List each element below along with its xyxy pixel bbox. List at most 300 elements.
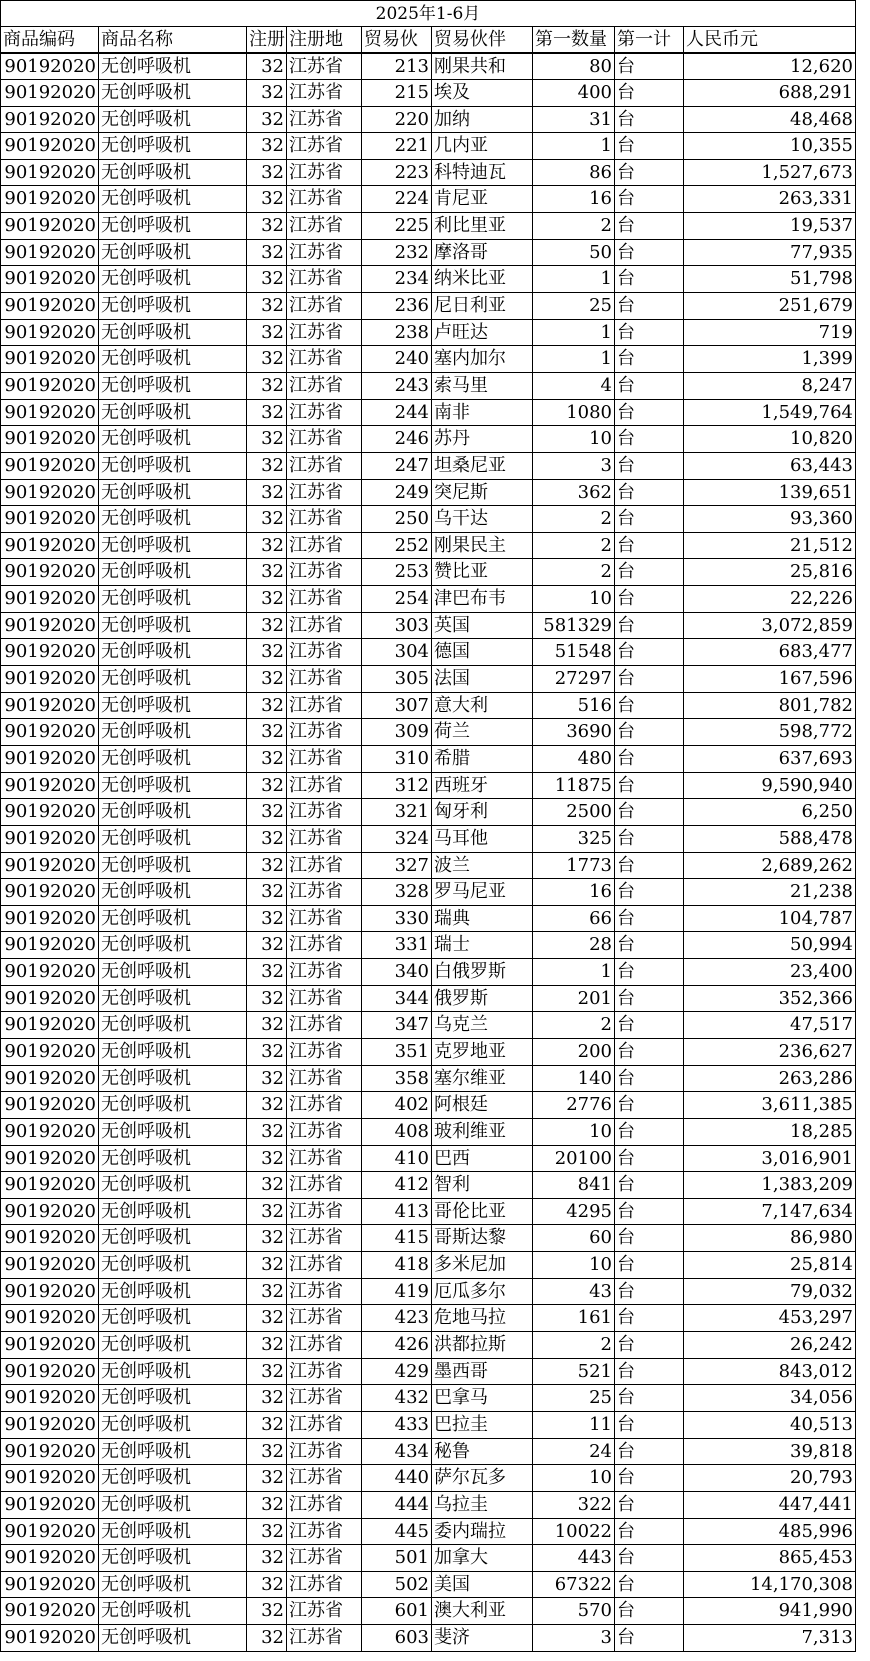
cell-commodity-name[interactable]: 无创呼吸机 xyxy=(99,799,247,825)
cell-reg-code[interactable]: 32 xyxy=(247,906,287,932)
cell-partner-name[interactable]: 乌克兰 xyxy=(432,1012,533,1038)
cell-first-quantity[interactable]: 43 xyxy=(533,1279,615,1305)
cell-partner-code[interactable]: 303 xyxy=(362,613,432,639)
cell-rmb-amount[interactable]: 25,814 xyxy=(684,1252,856,1278)
cell-reg-place[interactable]: 江苏省 xyxy=(287,799,362,825)
cell-partner-name[interactable]: 萨尔瓦多 xyxy=(432,1465,533,1491)
cell-reg-place[interactable]: 江苏省 xyxy=(287,346,362,372)
cell-first-unit[interactable]: 台 xyxy=(615,1332,684,1358)
cell-rmb-amount[interactable]: 251,679 xyxy=(684,293,856,319)
cell-reg-code[interactable]: 32 xyxy=(247,1332,287,1358)
cell-partner-code[interactable]: 243 xyxy=(362,373,432,399)
cell-partner-code[interactable]: 223 xyxy=(362,160,432,186)
cell-commodity-name[interactable]: 无创呼吸机 xyxy=(99,1252,247,1278)
cell-commodity-code[interactable]: 90192020 xyxy=(0,1412,99,1438)
header-commodity-name[interactable]: 商品名称 xyxy=(99,27,247,53)
cell-partner-code[interactable]: 344 xyxy=(362,986,432,1012)
cell-first-unit[interactable]: 台 xyxy=(615,240,684,266)
cell-first-unit[interactable]: 台 xyxy=(615,1465,684,1491)
cell-commodity-name[interactable]: 无创呼吸机 xyxy=(99,826,247,852)
cell-commodity-code[interactable]: 90192020 xyxy=(0,293,99,319)
cell-commodity-code[interactable]: 90192020 xyxy=(0,1625,99,1651)
cell-first-quantity[interactable]: 1080 xyxy=(533,400,615,426)
cell-reg-code[interactable]: 32 xyxy=(247,746,287,772)
cell-partner-code[interactable]: 309 xyxy=(362,719,432,745)
cell-reg-code[interactable]: 32 xyxy=(247,1598,287,1624)
cell-reg-code[interactable]: 32 xyxy=(247,666,287,692)
cell-first-quantity[interactable]: 1 xyxy=(533,133,615,159)
cell-reg-place[interactable]: 江苏省 xyxy=(287,1012,362,1038)
cell-partner-name[interactable]: 塞内加尔 xyxy=(432,346,533,372)
cell-commodity-code[interactable]: 90192020 xyxy=(0,906,99,932)
cell-partner-code[interactable]: 444 xyxy=(362,1492,432,1518)
cell-commodity-code[interactable]: 90192020 xyxy=(0,1359,99,1385)
cell-partner-code[interactable]: 440 xyxy=(362,1465,432,1491)
cell-rmb-amount[interactable]: 79,032 xyxy=(684,1279,856,1305)
cell-partner-code[interactable]: 408 xyxy=(362,1119,432,1145)
cell-first-unit[interactable]: 台 xyxy=(615,1385,684,1411)
cell-reg-code[interactable]: 32 xyxy=(247,853,287,879)
cell-reg-code[interactable]: 32 xyxy=(247,133,287,159)
cell-first-unit[interactable]: 台 xyxy=(615,1039,684,1065)
cell-commodity-name[interactable]: 无创呼吸机 xyxy=(99,186,247,212)
cell-commodity-code[interactable]: 90192020 xyxy=(0,666,99,692)
cell-partner-code[interactable]: 347 xyxy=(362,1012,432,1038)
cell-reg-place[interactable]: 江苏省 xyxy=(287,746,362,772)
cell-reg-place[interactable]: 江苏省 xyxy=(287,1039,362,1065)
cell-first-unit[interactable]: 台 xyxy=(615,160,684,186)
cell-reg-code[interactable]: 32 xyxy=(247,1545,287,1571)
cell-reg-code[interactable]: 32 xyxy=(247,213,287,239)
cell-commodity-code[interactable]: 90192020 xyxy=(0,320,99,346)
cell-first-quantity[interactable]: 480 xyxy=(533,746,615,772)
cell-commodity-code[interactable]: 90192020 xyxy=(0,932,99,958)
cell-first-quantity[interactable]: 1 xyxy=(533,266,615,292)
cell-rmb-amount[interactable]: 47,517 xyxy=(684,1012,856,1038)
cell-commodity-code[interactable]: 90192020 xyxy=(0,613,99,639)
cell-commodity-code[interactable]: 90192020 xyxy=(0,879,99,905)
cell-first-unit[interactable]: 台 xyxy=(615,346,684,372)
cell-commodity-code[interactable]: 90192020 xyxy=(0,1225,99,1251)
cell-rmb-amount[interactable]: 1,383,209 xyxy=(684,1172,856,1198)
cell-commodity-name[interactable]: 无创呼吸机 xyxy=(99,1012,247,1038)
cell-first-unit[interactable]: 台 xyxy=(615,400,684,426)
cell-first-unit[interactable]: 台 xyxy=(615,1066,684,1092)
cell-partner-name[interactable]: 科特迪瓦 xyxy=(432,160,533,186)
cell-commodity-code[interactable]: 90192020 xyxy=(0,559,99,585)
cell-commodity-code[interactable]: 90192020 xyxy=(0,1199,99,1225)
cell-partner-name[interactable]: 突尼斯 xyxy=(432,480,533,506)
cell-first-unit[interactable]: 台 xyxy=(615,799,684,825)
cell-commodity-code[interactable]: 90192020 xyxy=(0,160,99,186)
cell-first-unit[interactable]: 台 xyxy=(615,1199,684,1225)
cell-partner-name[interactable]: 巴拿马 xyxy=(432,1385,533,1411)
cell-rmb-amount[interactable]: 14,170,308 xyxy=(684,1572,856,1598)
cell-reg-code[interactable]: 32 xyxy=(247,959,287,985)
cell-first-quantity[interactable]: 67322 xyxy=(533,1572,615,1598)
cell-first-unit[interactable]: 台 xyxy=(615,213,684,239)
cell-commodity-code[interactable]: 90192020 xyxy=(0,107,99,133)
cell-partner-name[interactable]: 斐济 xyxy=(432,1625,533,1651)
cell-reg-code[interactable]: 32 xyxy=(247,80,287,106)
cell-commodity-name[interactable]: 无创呼吸机 xyxy=(99,1598,247,1624)
cell-reg-place[interactable]: 江苏省 xyxy=(287,1572,362,1598)
cell-rmb-amount[interactable]: 1,527,673 xyxy=(684,160,856,186)
cell-commodity-name[interactable]: 无创呼吸机 xyxy=(99,293,247,319)
cell-first-quantity[interactable]: 25 xyxy=(533,293,615,319)
cell-partner-code[interactable]: 340 xyxy=(362,959,432,985)
cell-partner-name[interactable]: 厄瓜多尔 xyxy=(432,1279,533,1305)
cell-partner-code[interactable]: 603 xyxy=(362,1625,432,1651)
cell-partner-name[interactable]: 利比里亚 xyxy=(432,213,533,239)
cell-commodity-code[interactable]: 90192020 xyxy=(0,506,99,532)
cell-first-unit[interactable]: 台 xyxy=(615,773,684,799)
cell-first-unit[interactable]: 台 xyxy=(615,639,684,665)
cell-rmb-amount[interactable]: 3,072,859 xyxy=(684,613,856,639)
cell-rmb-amount[interactable]: 485,996 xyxy=(684,1519,856,1545)
cell-rmb-amount[interactable]: 34,056 xyxy=(684,1385,856,1411)
cell-rmb-amount[interactable]: 8,247 xyxy=(684,373,856,399)
cell-reg-place[interactable]: 江苏省 xyxy=(287,666,362,692)
cell-first-unit[interactable]: 台 xyxy=(615,1492,684,1518)
cell-reg-code[interactable]: 32 xyxy=(247,1252,287,1278)
cell-reg-place[interactable]: 江苏省 xyxy=(287,426,362,452)
cell-partner-code[interactable]: 250 xyxy=(362,506,432,532)
cell-reg-place[interactable]: 江苏省 xyxy=(287,1598,362,1624)
cell-first-quantity[interactable]: 2 xyxy=(533,559,615,585)
cell-partner-name[interactable]: 多米尼加 xyxy=(432,1252,533,1278)
cell-rmb-amount[interactable]: 18,285 xyxy=(684,1119,856,1145)
cell-partner-name[interactable]: 坦桑尼亚 xyxy=(432,453,533,479)
cell-rmb-amount[interactable]: 7,147,634 xyxy=(684,1199,856,1225)
cell-commodity-code[interactable]: 90192020 xyxy=(0,266,99,292)
cell-reg-code[interactable]: 32 xyxy=(247,400,287,426)
cell-first-quantity[interactable]: 16 xyxy=(533,879,615,905)
cell-partner-name[interactable]: 加拿大 xyxy=(432,1545,533,1571)
cell-reg-place[interactable]: 江苏省 xyxy=(287,1199,362,1225)
cell-first-unit[interactable]: 台 xyxy=(615,853,684,879)
header-first-quantity[interactable]: 第一数量 xyxy=(533,27,615,53)
cell-reg-place[interactable]: 江苏省 xyxy=(287,959,362,985)
cell-partner-name[interactable]: 塞尔维亚 xyxy=(432,1066,533,1092)
cell-commodity-name[interactable]: 无创呼吸机 xyxy=(99,986,247,1012)
cell-rmb-amount[interactable]: 20,793 xyxy=(684,1465,856,1491)
cell-commodity-name[interactable]: 无创呼吸机 xyxy=(99,1465,247,1491)
cell-reg-code[interactable]: 32 xyxy=(247,266,287,292)
cell-commodity-code[interactable]: 90192020 xyxy=(0,240,99,266)
cell-first-quantity[interactable]: 51548 xyxy=(533,639,615,665)
cell-commodity-code[interactable]: 90192020 xyxy=(0,533,99,559)
cell-first-unit[interactable]: 台 xyxy=(615,1412,684,1438)
cell-reg-place[interactable]: 江苏省 xyxy=(287,586,362,612)
cell-commodity-name[interactable]: 无创呼吸机 xyxy=(99,1412,247,1438)
cell-commodity-name[interactable]: 无创呼吸机 xyxy=(99,1359,247,1385)
cell-reg-code[interactable]: 32 xyxy=(247,54,287,79)
cell-reg-code[interactable]: 32 xyxy=(247,986,287,1012)
cell-partner-name[interactable]: 巴拉圭 xyxy=(432,1412,533,1438)
cell-reg-place[interactable]: 江苏省 xyxy=(287,453,362,479)
cell-first-unit[interactable]: 台 xyxy=(615,506,684,532)
header-partner-name[interactable]: 贸易伙伴 xyxy=(432,27,533,53)
cell-reg-code[interactable]: 32 xyxy=(247,1066,287,1092)
cell-commodity-name[interactable]: 无创呼吸机 xyxy=(99,1172,247,1198)
cell-first-quantity[interactable]: 581329 xyxy=(533,613,615,639)
cell-first-quantity[interactable]: 20100 xyxy=(533,1146,615,1172)
cell-commodity-name[interactable]: 无创呼吸机 xyxy=(99,1066,247,1092)
cell-first-quantity[interactable]: 3690 xyxy=(533,719,615,745)
cell-reg-code[interactable]: 32 xyxy=(247,879,287,905)
cell-commodity-name[interactable]: 无创呼吸机 xyxy=(99,1119,247,1145)
cell-reg-place[interactable]: 江苏省 xyxy=(287,826,362,852)
cell-partner-code[interactable]: 236 xyxy=(362,293,432,319)
cell-partner-name[interactable]: 俄罗斯 xyxy=(432,986,533,1012)
cell-commodity-name[interactable]: 无创呼吸机 xyxy=(99,266,247,292)
cell-commodity-name[interactable]: 无创呼吸机 xyxy=(99,1572,247,1598)
cell-partner-name[interactable]: 希腊 xyxy=(432,746,533,772)
header-reg-code[interactable]: 注册 xyxy=(247,27,287,53)
cell-commodity-code[interactable]: 90192020 xyxy=(0,400,99,426)
cell-first-unit[interactable]: 台 xyxy=(615,186,684,212)
cell-first-quantity[interactable]: 2776 xyxy=(533,1092,615,1118)
cell-reg-code[interactable]: 32 xyxy=(247,1305,287,1331)
cell-commodity-code[interactable]: 90192020 xyxy=(0,373,99,399)
cell-commodity-code[interactable]: 90192020 xyxy=(0,426,99,452)
cell-reg-place[interactable]: 江苏省 xyxy=(287,1359,362,1385)
cell-first-unit[interactable]: 台 xyxy=(615,1225,684,1251)
cell-commodity-name[interactable]: 无创呼吸机 xyxy=(99,559,247,585)
cell-commodity-code[interactable]: 90192020 xyxy=(0,586,99,612)
cell-rmb-amount[interactable]: 6,250 xyxy=(684,799,856,825)
cell-commodity-code[interactable]: 90192020 xyxy=(0,639,99,665)
cell-partner-code[interactable]: 215 xyxy=(362,80,432,106)
cell-partner-code[interactable]: 434 xyxy=(362,1439,432,1465)
cell-reg-place[interactable]: 江苏省 xyxy=(287,213,362,239)
cell-commodity-code[interactable]: 90192020 xyxy=(0,1252,99,1278)
cell-rmb-amount[interactable]: 10,820 xyxy=(684,426,856,452)
header-first-unit[interactable]: 第一计 xyxy=(615,27,684,53)
cell-reg-code[interactable]: 32 xyxy=(247,1172,287,1198)
cell-rmb-amount[interactable]: 21,238 xyxy=(684,879,856,905)
cell-first-unit[interactable]: 台 xyxy=(615,1545,684,1571)
cell-rmb-amount[interactable]: 865,453 xyxy=(684,1545,856,1571)
cell-reg-place[interactable]: 江苏省 xyxy=(287,986,362,1012)
cell-reg-code[interactable]: 32 xyxy=(247,1012,287,1038)
cell-first-unit[interactable]: 台 xyxy=(615,559,684,585)
cell-rmb-amount[interactable]: 843,012 xyxy=(684,1359,856,1385)
cell-commodity-name[interactable]: 无创呼吸机 xyxy=(99,1332,247,1358)
cell-partner-code[interactable]: 327 xyxy=(362,853,432,879)
cell-partner-name[interactable]: 苏丹 xyxy=(432,426,533,452)
cell-partner-name[interactable]: 委内瑞拉 xyxy=(432,1519,533,1545)
cell-reg-code[interactable]: 32 xyxy=(247,1385,287,1411)
cell-first-unit[interactable]: 台 xyxy=(615,666,684,692)
cell-rmb-amount[interactable]: 86,980 xyxy=(684,1225,856,1251)
cell-rmb-amount[interactable]: 25,816 xyxy=(684,559,856,585)
cell-commodity-name[interactable]: 无创呼吸机 xyxy=(99,1519,247,1545)
cell-partner-code[interactable]: 305 xyxy=(362,666,432,692)
cell-rmb-amount[interactable]: 3,611,385 xyxy=(684,1092,856,1118)
cell-commodity-name[interactable]: 无创呼吸机 xyxy=(99,240,247,266)
cell-rmb-amount[interactable]: 63,443 xyxy=(684,453,856,479)
cell-first-quantity[interactable]: 60 xyxy=(533,1225,615,1251)
cell-partner-name[interactable]: 罗马尼亚 xyxy=(432,879,533,905)
cell-reg-place[interactable]: 江苏省 xyxy=(287,1305,362,1331)
cell-first-quantity[interactable]: 50 xyxy=(533,240,615,266)
cell-commodity-code[interactable]: 90192020 xyxy=(0,693,99,719)
cell-partner-name[interactable]: 巴西 xyxy=(432,1146,533,1172)
cell-reg-place[interactable]: 江苏省 xyxy=(287,266,362,292)
cell-first-quantity[interactable]: 25 xyxy=(533,1385,615,1411)
cell-rmb-amount[interactable]: 1,549,764 xyxy=(684,400,856,426)
cell-rmb-amount[interactable]: 10,355 xyxy=(684,133,856,159)
cell-first-quantity[interactable]: 10 xyxy=(533,1252,615,1278)
cell-rmb-amount[interactable]: 19,537 xyxy=(684,213,856,239)
cell-first-quantity[interactable]: 86 xyxy=(533,160,615,186)
cell-commodity-code[interactable]: 90192020 xyxy=(0,1572,99,1598)
cell-commodity-name[interactable]: 无创呼吸机 xyxy=(99,853,247,879)
cell-reg-code[interactable]: 32 xyxy=(247,293,287,319)
cell-commodity-name[interactable]: 无创呼吸机 xyxy=(99,959,247,985)
cell-commodity-code[interactable]: 90192020 xyxy=(0,1545,99,1571)
cell-partner-name[interactable]: 波兰 xyxy=(432,853,533,879)
cell-partner-code[interactable]: 247 xyxy=(362,453,432,479)
cell-commodity-code[interactable]: 90192020 xyxy=(0,453,99,479)
cell-rmb-amount[interactable]: 50,994 xyxy=(684,932,856,958)
cell-commodity-code[interactable]: 90192020 xyxy=(0,1519,99,1545)
cell-first-quantity[interactable]: 2500 xyxy=(533,799,615,825)
cell-reg-place[interactable]: 江苏省 xyxy=(287,506,362,532)
cell-partner-name[interactable]: 乌干达 xyxy=(432,506,533,532)
cell-first-quantity[interactable]: 27297 xyxy=(533,666,615,692)
cell-partner-name[interactable]: 英国 xyxy=(432,613,533,639)
cell-reg-place[interactable]: 江苏省 xyxy=(287,1119,362,1145)
cell-commodity-name[interactable]: 无创呼吸机 xyxy=(99,639,247,665)
cell-first-unit[interactable]: 台 xyxy=(615,1305,684,1331)
cell-commodity-name[interactable]: 无创呼吸机 xyxy=(99,746,247,772)
cell-first-unit[interactable]: 台 xyxy=(615,1572,684,1598)
cell-partner-code[interactable]: 312 xyxy=(362,773,432,799)
cell-rmb-amount[interactable]: 23,400 xyxy=(684,959,856,985)
cell-partner-name[interactable]: 几内亚 xyxy=(432,133,533,159)
cell-commodity-code[interactable]: 90192020 xyxy=(0,1146,99,1172)
cell-reg-place[interactable]: 江苏省 xyxy=(287,533,362,559)
cell-reg-code[interactable]: 32 xyxy=(247,160,287,186)
cell-partner-name[interactable]: 荷兰 xyxy=(432,719,533,745)
cell-commodity-name[interactable]: 无创呼吸机 xyxy=(99,773,247,799)
cell-commodity-code[interactable]: 90192020 xyxy=(0,1092,99,1118)
cell-partner-name[interactable]: 墨西哥 xyxy=(432,1359,533,1385)
cell-first-unit[interactable]: 台 xyxy=(615,959,684,985)
cell-partner-code[interactable]: 418 xyxy=(362,1252,432,1278)
cell-commodity-code[interactable]: 90192020 xyxy=(0,853,99,879)
cell-commodity-code[interactable]: 90192020 xyxy=(0,213,99,239)
cell-rmb-amount[interactable]: 39,818 xyxy=(684,1439,856,1465)
cell-first-quantity[interactable]: 11 xyxy=(533,1412,615,1438)
cell-partner-name[interactable]: 摩洛哥 xyxy=(432,240,533,266)
cell-commodity-name[interactable]: 无创呼吸机 xyxy=(99,107,247,133)
cell-reg-place[interactable]: 江苏省 xyxy=(287,1545,362,1571)
cell-first-quantity[interactable]: 10 xyxy=(533,586,615,612)
cell-partner-code[interactable]: 351 xyxy=(362,1039,432,1065)
cell-partner-code[interactable]: 252 xyxy=(362,533,432,559)
cell-reg-code[interactable]: 32 xyxy=(247,773,287,799)
cell-first-unit[interactable]: 台 xyxy=(615,1146,684,1172)
cell-first-quantity[interactable]: 24 xyxy=(533,1439,615,1465)
cell-first-quantity[interactable]: 200 xyxy=(533,1039,615,1065)
cell-commodity-name[interactable]: 无创呼吸机 xyxy=(99,320,247,346)
cell-partner-name[interactable]: 马耳他 xyxy=(432,826,533,852)
cell-rmb-amount[interactable]: 12,620 xyxy=(684,54,856,79)
cell-reg-code[interactable]: 32 xyxy=(247,1199,287,1225)
cell-reg-place[interactable]: 江苏省 xyxy=(287,186,362,212)
cell-first-quantity[interactable]: 841 xyxy=(533,1172,615,1198)
cell-reg-place[interactable]: 江苏省 xyxy=(287,80,362,106)
cell-first-quantity[interactable]: 1 xyxy=(533,320,615,346)
cell-commodity-code[interactable]: 90192020 xyxy=(0,719,99,745)
cell-commodity-name[interactable]: 无创呼吸机 xyxy=(99,373,247,399)
cell-reg-place[interactable]: 江苏省 xyxy=(287,693,362,719)
cell-first-quantity[interactable]: 10 xyxy=(533,1465,615,1491)
cell-rmb-amount[interactable]: 9,590,940 xyxy=(684,773,856,799)
cell-commodity-name[interactable]: 无创呼吸机 xyxy=(99,932,247,958)
cell-partner-code[interactable]: 415 xyxy=(362,1225,432,1251)
cell-partner-name[interactable]: 瑞典 xyxy=(432,906,533,932)
cell-reg-code[interactable]: 32 xyxy=(247,1492,287,1518)
cell-first-unit[interactable]: 台 xyxy=(615,932,684,958)
cell-commodity-code[interactable]: 90192020 xyxy=(0,773,99,799)
cell-commodity-code[interactable]: 90192020 xyxy=(0,746,99,772)
cell-reg-place[interactable]: 江苏省 xyxy=(287,54,362,79)
cell-first-unit[interactable]: 台 xyxy=(615,826,684,852)
cell-partner-code[interactable]: 225 xyxy=(362,213,432,239)
cell-reg-place[interactable]: 江苏省 xyxy=(287,1092,362,1118)
cell-partner-name[interactable]: 津巴布韦 xyxy=(432,586,533,612)
cell-commodity-code[interactable]: 90192020 xyxy=(0,986,99,1012)
cell-reg-code[interactable]: 32 xyxy=(247,1625,287,1651)
cell-reg-code[interactable]: 32 xyxy=(247,1519,287,1545)
cell-reg-code[interactable]: 32 xyxy=(247,1146,287,1172)
cell-commodity-name[interactable]: 无创呼吸机 xyxy=(99,1146,247,1172)
cell-first-quantity[interactable]: 16 xyxy=(533,186,615,212)
cell-partner-name[interactable]: 德国 xyxy=(432,639,533,665)
cell-partner-name[interactable]: 卢旺达 xyxy=(432,320,533,346)
cell-partner-name[interactable]: 澳大利亚 xyxy=(432,1598,533,1624)
cell-first-quantity[interactable]: 66 xyxy=(533,906,615,932)
cell-first-unit[interactable]: 台 xyxy=(615,1172,684,1198)
cell-reg-code[interactable]: 32 xyxy=(247,1225,287,1251)
cell-rmb-amount[interactable]: 77,935 xyxy=(684,240,856,266)
cell-rmb-amount[interactable]: 3,016,901 xyxy=(684,1146,856,1172)
cell-commodity-code[interactable]: 90192020 xyxy=(0,133,99,159)
cell-reg-code[interactable]: 32 xyxy=(247,613,287,639)
cell-commodity-name[interactable]: 无创呼吸机 xyxy=(99,1625,247,1651)
cell-reg-place[interactable]: 江苏省 xyxy=(287,932,362,958)
cell-reg-place[interactable]: 江苏省 xyxy=(287,1172,362,1198)
cell-first-quantity[interactable]: 1773 xyxy=(533,853,615,879)
cell-first-unit[interactable]: 台 xyxy=(615,746,684,772)
cell-partner-code[interactable]: 501 xyxy=(362,1545,432,1571)
cell-first-unit[interactable]: 台 xyxy=(615,1359,684,1385)
cell-partner-name[interactable]: 尼日利亚 xyxy=(432,293,533,319)
cell-first-quantity[interactable]: 11875 xyxy=(533,773,615,799)
cell-first-unit[interactable]: 台 xyxy=(615,693,684,719)
cell-rmb-amount[interactable]: 719 xyxy=(684,320,856,346)
cell-partner-name[interactable]: 意大利 xyxy=(432,693,533,719)
cell-first-unit[interactable]: 台 xyxy=(615,1252,684,1278)
cell-partner-name[interactable]: 玻利维亚 xyxy=(432,1119,533,1145)
cell-first-quantity[interactable]: 362 xyxy=(533,480,615,506)
cell-reg-place[interactable]: 江苏省 xyxy=(287,1279,362,1305)
